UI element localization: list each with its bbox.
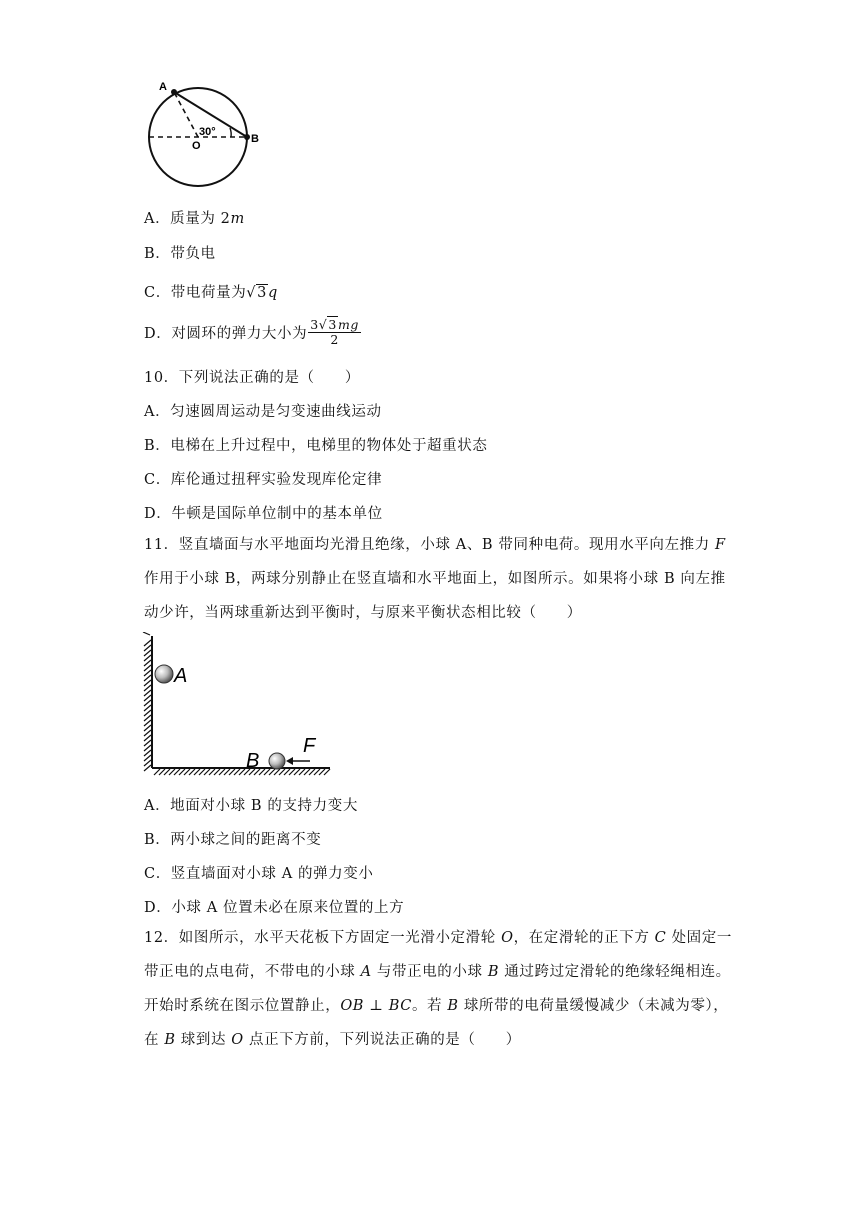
q9-option-c-var: q [267,285,278,301]
angle-label: 30° [199,126,216,138]
q12-stem-line-1 [144,921,732,955]
q12-var: O [231,1032,244,1048]
ball-b-label: B [246,750,260,772]
q11-option-c: C．竖直墙面对小球 A 的弹力变小 [144,866,374,882]
fraction [308,318,361,347]
q12-text: ，在定滑轮的正下方 [513,930,655,946]
q12-text: 与带正电的小球 [371,964,488,980]
q10-option-c: C．库伦通过扭秤实验发现库伦定律 [144,472,383,488]
force-arrow-head [286,757,293,765]
label-b: B [251,133,259,145]
q11-stem-line-2: 作用于小球 B，两球分别静止在竖直墙和水平地面上，如图所示。如果将小球 B 向左推 [144,571,726,587]
ball-b [269,753,285,769]
q11-stem [144,528,729,630]
q10-option-d: D．牛顿是国际单位制中的基本单位 [144,506,383,522]
q12-stem [144,921,732,1057]
ball-a-label: A [174,665,188,687]
fraction-denominator: 2 [330,332,339,347]
q12-var: B [447,998,459,1014]
q12-text: 处固定一 [666,930,732,946]
q12-text: 点正下方前，下列说法正确的是（ ） [243,1032,521,1048]
wall-floor-figure [140,632,340,782]
q12-text: 。若 [411,998,448,1014]
q12-text: 12．如图所示，水平天花板下方固定一光滑小定滑轮 [144,930,502,946]
q11-stem-line-3: 动少许，当两球重新达到平衡时，与原来平衡状态相比较（ ） [144,605,582,621]
q9-option-a [144,207,245,228]
label-a: A [159,81,167,93]
q12-text: 在 [144,1032,165,1048]
q9-option-a-text: A．质量为 2 [144,211,231,227]
q12-text: 带正电的点电荷，不带电的小球 [144,964,361,980]
circle-figure [140,72,270,192]
q11-option-b: B．两小球之间的距离不变 [144,832,322,848]
wall-hatch-lines [144,640,151,771]
floor-hatch-lines [154,769,330,775]
q12-text: 通过跨过定滑轮的绝缘轻绳相连。 [499,964,731,980]
q11-force-var: F [715,537,726,553]
ball-a [155,665,173,683]
q9-option-d-text: D．对圆环的弹力大小为 [144,326,308,342]
q10-stem: 10．下列说法正确的是（ ） [144,370,360,386]
force-label: F [303,735,316,757]
fraction-numerator [308,318,361,333]
q12-stem-line-2 [144,955,729,989]
q11-stem-text: 11．竖直墙面与水平地面均光滑且绝缘，小球 A、B 带同种电荷。现用水平向左推力 [144,537,716,553]
q12-stem-line-4 [144,1023,729,1057]
q11-stem-line-1 [144,528,729,562]
q9-option-b: B．带负电 [144,246,216,262]
q9-option-c-text: C．带电荷量为 [144,285,247,301]
sqrt-symbol: √3 [318,317,337,332]
angle-arc [230,128,231,137]
point-b [244,134,250,140]
q12-relation: OB ⊥ BC [340,998,412,1014]
q9-option-d [144,318,361,347]
q12-var: B [164,1032,176,1048]
sqrt-radicand: 3 [257,285,267,301]
q12-stem-line-3 [144,989,729,1023]
q10-option-a: A．匀速圆周运动是匀变速曲线运动 [144,404,382,420]
q12-text: 开始时系统在图示位置静止， [144,998,341,1014]
q9-option-a-var: m [230,211,245,227]
q12-text: 球到达 [175,1032,232,1048]
wall-hatching [143,632,150,635]
point-a [171,89,177,95]
q12-var: O [501,930,514,946]
q11-option-a: A．地面对小球 B 的支持力变大 [144,798,358,814]
label-o: O [192,140,201,152]
q12-var: C [654,930,667,946]
q12-var: A [360,964,372,980]
q12-text: 球所带的电荷量缓慢减少（未减为零）， [458,998,729,1014]
sqrt-radicand: 3 [328,317,337,332]
numerator-coef: 3 [310,317,319,332]
q10-option-b: B．电梯在上升过程中，电梯里的物体处于超重状态 [144,438,488,454]
numerator-var: mg [337,317,359,332]
q9-option-c [144,281,278,302]
q11-option-d: D．小球 A 位置未必在原来位置的上方 [144,900,405,916]
sqrt-symbol: √3 [246,285,267,301]
q12-var: B [487,964,500,980]
